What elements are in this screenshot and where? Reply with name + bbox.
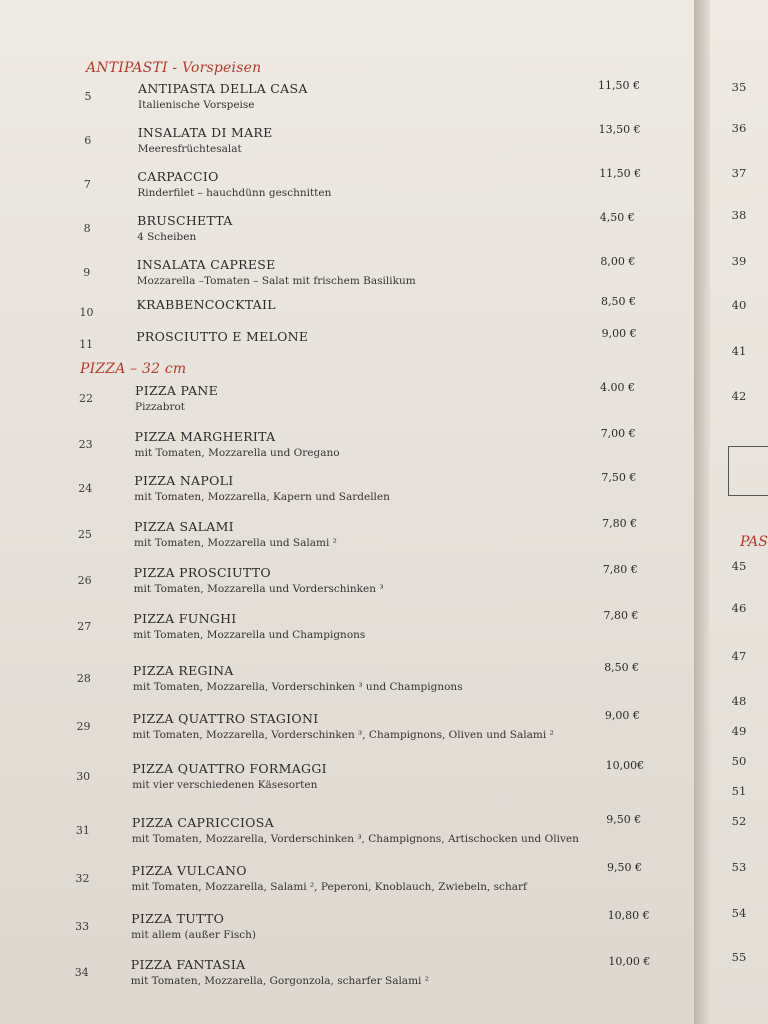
right-page-number: 53 (731, 860, 747, 874)
item-name: CARPACCIO (137, 169, 219, 184)
item-description: mit Tomaten, Mozzarella und Salami ² (133, 537, 337, 549)
item-price: 10,00€ (605, 759, 645, 772)
right-page-number: 48 (731, 694, 747, 708)
right-page-number: 45 (731, 559, 747, 573)
item-description: 4 Scheiben (137, 231, 197, 243)
item-number: 33 (75, 920, 90, 933)
item-price: 8,00 € (600, 255, 636, 268)
item-number: 26 (77, 574, 92, 587)
item-description: Mozzarella –Tomaten – Salat mit frischem Basilikum (136, 275, 416, 287)
item-description: mit Tomaten, Mozzarella und Champignons (133, 629, 366, 641)
item-price: 7,80 € (603, 609, 639, 622)
item-description: mit vier verschiedenen Käsesorten (132, 779, 318, 791)
item-name: PIZZA QUATTRO FORMAGGI (132, 761, 327, 776)
item-description: Rinderfilet – hauchdünn geschnitten (137, 187, 332, 199)
item-price: 9,50 € (606, 813, 642, 826)
item-name: INSALATA CAPRESE (136, 257, 276, 272)
item-name: PIZZA PANE (135, 383, 219, 398)
item-name: BRUSCHETTA (137, 213, 233, 228)
pizza-heading: PIZZA – 32 cm (80, 361, 187, 377)
item-price: 10,00 € (608, 955, 651, 968)
item-price: 13,50 € (598, 123, 641, 136)
item-name: PROSCIUTTO E MELONE (136, 329, 309, 344)
item-number: 11 (79, 338, 94, 351)
item-price: 9,50 € (607, 861, 642, 874)
item-number: 7 (83, 178, 91, 191)
item-description: mit Tomaten, Mozzarella, Vorderschinken ³, Champignons, Oliven und Salami ² (132, 729, 554, 741)
item-number: 23 (78, 438, 93, 451)
right-page-number: 47 (731, 649, 747, 663)
item-description: mit Tomaten, Mozzarella, Vorderschinken ³ und Champignons (132, 681, 463, 693)
item-number: 9 (83, 266, 91, 279)
item-name: INSALATA DI MARE (137, 125, 273, 140)
right-page-number: 42 (731, 389, 747, 403)
item-description: Italienische Vorspeise (138, 99, 255, 111)
item-number: 24 (78, 482, 93, 495)
item-price: 8,50 € (601, 295, 636, 308)
item-description: mit Tomaten, Mozzarella, Vorderschinken ³, Champignons, Artischocken und Oliven (131, 833, 579, 845)
item-description: mit Tomaten, Mozzarella, Kapern und Sardellen (134, 491, 390, 503)
item-name: PIZZA VULCANO (131, 863, 247, 878)
item-number: 22 (79, 392, 93, 405)
item-number: 5 (84, 90, 92, 103)
antipasti-heading: ANTIPASTI - Vorspeisen (86, 60, 262, 76)
item-number: 25 (77, 528, 92, 541)
item-name: PIZZA TUTTO (131, 911, 225, 926)
item-name: KRABBENCOCKTAIL (136, 297, 276, 312)
right-page-number: 46 (731, 601, 747, 615)
item-description: mit Tomaten, Mozzarella und Vorderschinken ³ (133, 583, 384, 595)
item-description: mit Tomaten, Mozzarella, Salami ², Peperoni, Knoblauch, Zwiebeln, scharf (131, 881, 527, 893)
right-page-number: 52 (731, 814, 747, 828)
right-page-section-heading: PAS (740, 534, 768, 550)
right-page-box (728, 446, 768, 496)
item-price: 10,80 € (607, 909, 650, 922)
right-page-number: 41 (731, 344, 747, 358)
right-page-number: 55 (731, 950, 747, 964)
item-number: 27 (77, 620, 92, 633)
item-price: 9,00 € (604, 709, 640, 722)
item-number: 29 (76, 720, 91, 733)
item-description: mit Tomaten, Mozzarella und Oregano (134, 447, 340, 459)
item-number: 6 (84, 134, 92, 147)
item-description: Pizzabrot (135, 401, 186, 413)
right-page-number: 38 (731, 208, 747, 222)
item-price: 7,50 € (601, 471, 637, 484)
item-price: 7,00 € (600, 427, 636, 440)
item-number: 10 (79, 306, 94, 319)
item-name: PIZZA REGINA (132, 663, 234, 678)
item-name: PIZZA CAPRICCIOSA (131, 815, 274, 830)
item-price: 11,50 € (598, 79, 640, 92)
item-number: 32 (75, 872, 90, 885)
item-price: 11,50 € (599, 167, 642, 180)
item-price: 8,50 € (604, 661, 640, 674)
item-price: 4,50 € (599, 211, 635, 224)
item-price: 7,80 € (602, 517, 638, 530)
item-name: PIZZA FUNGHI (133, 611, 237, 626)
item-number: 28 (76, 672, 91, 685)
item-number: 8 (83, 222, 91, 235)
right-page-number: 54 (731, 906, 747, 920)
right-page-number: 51 (731, 784, 747, 798)
right-page-number: 35 (731, 80, 747, 94)
item-description: Meeresfrüchtesalat (137, 143, 242, 155)
item-price: 9,00 € (601, 327, 637, 340)
item-name: PIZZA QUATTRO STAGIONI (132, 711, 319, 726)
item-description: mit Tomaten, Mozzarella, Gorgonzola, scharfer Salami ² (130, 975, 429, 987)
item-number: 30 (76, 770, 91, 783)
right-page-number: 39 (731, 254, 747, 268)
item-name: PIZZA PROSCIUTTO (133, 565, 271, 580)
right-page-number: 40 (731, 298, 747, 312)
item-number: 34 (74, 966, 89, 979)
item-price: 4.00 € (600, 381, 635, 394)
item-name: PIZZA FANTASIA (130, 957, 246, 972)
right-page-number: 49 (731, 724, 747, 738)
item-description: mit allem (außer Fisch) (131, 929, 256, 941)
item-name: PIZZA SALAMI (133, 519, 234, 534)
item-price: 7,80 € (602, 563, 638, 576)
right-page-number: 36 (731, 121, 747, 135)
item-name: PIZZA NAPOLI (134, 473, 234, 488)
item-name: PIZZA MARGHERITA (134, 429, 276, 444)
right-page-number: 50 (731, 754, 747, 768)
right-page-number: 37 (731, 166, 747, 180)
item-number: 31 (75, 824, 90, 837)
item-name: ANTIPASTA DELLA CASA (138, 81, 308, 96)
